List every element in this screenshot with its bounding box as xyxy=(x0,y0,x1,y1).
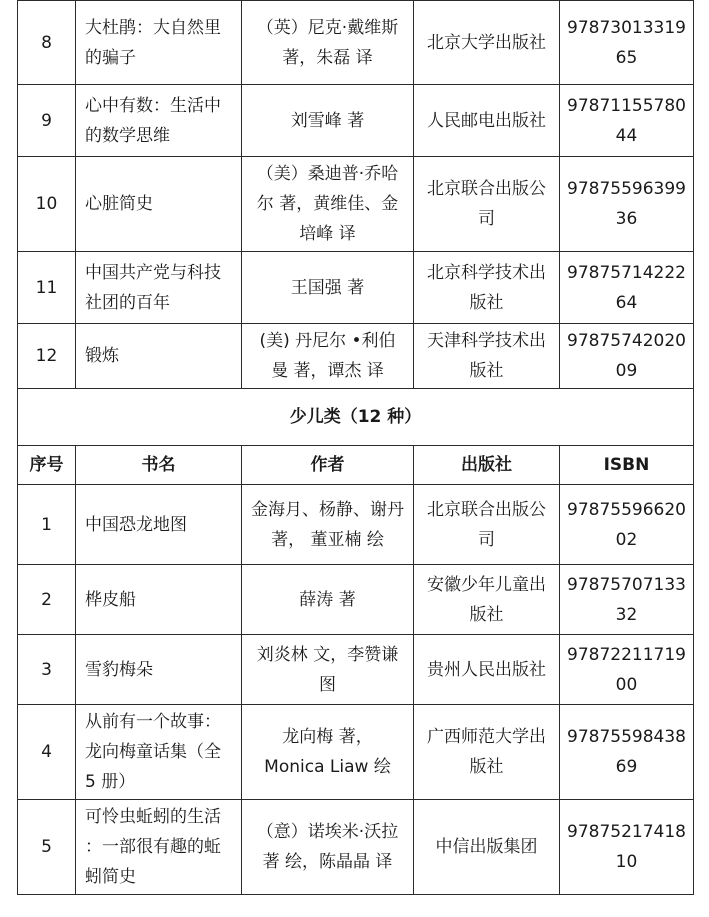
cell-title-line: 锻炼 xyxy=(85,346,119,366)
cell-title-line: 心脏简史 xyxy=(85,194,153,214)
cell-author xyxy=(242,252,414,324)
cell-publisher-line: 中信出版集团 xyxy=(435,837,538,857)
cell-publisher xyxy=(414,1,560,85)
cell-author-line: Monica Liaw 绘 xyxy=(264,757,391,777)
cell-isbn-line: 97873013319 xyxy=(567,17,686,38)
cell-title-line: 中国恐龙地图 xyxy=(85,514,187,535)
book-list-table-container xyxy=(17,0,693,895)
header-author: 作者 xyxy=(242,446,414,485)
cell-title xyxy=(76,635,242,705)
header-title: 书名 xyxy=(76,446,242,485)
cell-isbn xyxy=(560,485,694,565)
cell-title xyxy=(76,485,242,565)
cell-publisher xyxy=(414,157,560,252)
table-row xyxy=(18,85,694,157)
cell-isbn xyxy=(560,800,694,895)
cell-isbn-line: 64 xyxy=(615,292,638,313)
cell-publisher xyxy=(414,252,560,324)
cell-author xyxy=(242,485,414,565)
cell-author xyxy=(242,1,414,85)
cell-title-line: 的数学思维 xyxy=(85,125,170,146)
cell-publisher-line: 广西师范大学出 xyxy=(427,727,546,747)
cell-author-line: (美) 丹尼尔 •利伯 xyxy=(259,331,396,351)
cell-author-line: 曼 著，谭杰 译 xyxy=(271,361,384,381)
table-row xyxy=(18,800,694,895)
cell-title xyxy=(76,252,242,324)
cell-no: 10 xyxy=(18,157,76,252)
cell-author-line: 尔 著，黄维佳、金 xyxy=(256,194,399,214)
cell-publisher xyxy=(414,635,560,705)
cell-author-line: 培峰 译 xyxy=(299,224,356,244)
cell-author-line: （美）桑迪普·乔哈 xyxy=(256,164,399,184)
cell-publisher xyxy=(414,705,560,800)
cell-publisher xyxy=(414,800,560,895)
table-row xyxy=(18,635,694,705)
cell-isbn-line: 32 xyxy=(615,604,638,625)
cell-no: 1 xyxy=(18,485,76,565)
cell-no: 2 xyxy=(18,565,76,635)
cell-author-line: 著， 董亚楠 绘 xyxy=(271,529,384,550)
cell-publisher-line: 版社 xyxy=(469,361,504,381)
table-row xyxy=(18,1,694,85)
top-rows xyxy=(18,1,694,389)
cell-isbn-line: 36 xyxy=(615,209,638,229)
cell-no: 5 xyxy=(18,800,76,895)
cell-isbn xyxy=(560,85,694,157)
cell-no: 4 xyxy=(18,705,76,800)
cell-title xyxy=(76,565,242,635)
cell-author xyxy=(242,157,414,252)
header-row xyxy=(18,446,694,485)
book-list-table xyxy=(17,0,694,895)
header-publisher: 出版社 xyxy=(414,446,560,485)
cell-publisher xyxy=(414,565,560,635)
table-row xyxy=(18,485,694,565)
cell-title-line: 龙向梅童话集（全 xyxy=(85,742,221,762)
cell-isbn-line: 02 xyxy=(615,529,638,550)
cell-title-line: 心中有数：生活中 xyxy=(85,95,221,116)
cell-author-line: 王国强 著 xyxy=(290,277,365,298)
cell-no: 12 xyxy=(18,324,76,389)
cell-author-line: 著，朱磊 译 xyxy=(282,47,373,68)
cell-isbn-line: 97875217418 xyxy=(567,822,686,842)
cell-publisher-line: 版社 xyxy=(469,757,504,777)
cell-title xyxy=(76,85,242,157)
cell-publisher-line: 版社 xyxy=(469,604,504,625)
cell-publisher-line: 北京大学出版社 xyxy=(427,32,546,53)
cell-publisher-line: 版社 xyxy=(469,292,504,313)
cell-isbn-line: 97875714222 xyxy=(567,262,686,283)
cell-title-line: 大杜鹃：大自然里 xyxy=(85,17,221,38)
cell-author xyxy=(242,324,414,389)
cell-title-line: 中国共产党与科技 xyxy=(85,262,221,283)
cell-publisher-line: 安徽少年儿童出 xyxy=(427,574,546,595)
cell-isbn-line: 09 xyxy=(615,361,638,381)
cell-title-line: 桦皮船 xyxy=(85,589,136,610)
table-row xyxy=(18,252,694,324)
cell-publisher-line: 北京联合出版公 xyxy=(427,179,546,199)
cell-title-line: ：一部很有趣的蚯 xyxy=(85,837,221,857)
cell-publisher-line: 司 xyxy=(478,209,495,229)
table-row xyxy=(18,324,694,389)
cell-publisher-line: 司 xyxy=(478,529,495,550)
cell-publisher-line: 贵州人民出版社 xyxy=(427,659,546,680)
section-title: 少儿类（12 种） xyxy=(18,389,694,446)
header-isbn: ISBN xyxy=(560,446,694,485)
cell-publisher xyxy=(414,324,560,389)
section-row xyxy=(18,389,694,446)
cell-title-line: 从前有一个故事： xyxy=(85,712,221,732)
cell-author-line: 龙向梅 著， xyxy=(282,727,373,747)
cell-author-line: 著 绘，陈晶晶 译 xyxy=(262,852,393,872)
cell-isbn-line: 97875596399 xyxy=(567,179,686,199)
table-row xyxy=(18,705,694,800)
cell-isbn xyxy=(560,1,694,85)
cell-isbn-line: 00 xyxy=(615,674,638,695)
cell-title-line: 雪豹梅朵 xyxy=(85,659,153,680)
cell-publisher-line: 人民邮电出版社 xyxy=(427,110,546,131)
cell-isbn xyxy=(560,157,694,252)
cell-author-line: 刘炎林 文，李赞谦 xyxy=(256,644,399,665)
cell-title xyxy=(76,800,242,895)
cell-no: 9 xyxy=(18,85,76,157)
cell-isbn-line: 97872211719 xyxy=(567,644,686,665)
cell-title-line: 可怜虫蚯蚓的生活 xyxy=(85,807,221,827)
cell-isbn-line: 97871155780 xyxy=(567,95,686,116)
cell-author xyxy=(242,85,414,157)
cell-title xyxy=(76,157,242,252)
cell-isbn xyxy=(560,252,694,324)
cell-isbn xyxy=(560,705,694,800)
cell-title-line: 5 册） xyxy=(85,772,136,792)
header-no: 序号 xyxy=(18,446,76,485)
cell-title-line: 蚓简史 xyxy=(85,867,136,887)
cell-author-line: 金海月、杨静、谢丹 xyxy=(251,499,404,520)
cell-publisher xyxy=(414,485,560,565)
cell-author xyxy=(242,705,414,800)
cell-no: 8 xyxy=(18,1,76,85)
cell-isbn-line: 69 xyxy=(615,757,638,777)
table-row xyxy=(18,565,694,635)
cell-title-line: 的骗子 xyxy=(85,47,136,68)
cell-no: 11 xyxy=(18,252,76,324)
kids-rows xyxy=(18,485,694,895)
cell-isbn-line: 97875596620 xyxy=(567,499,686,520)
cell-isbn xyxy=(560,635,694,705)
cell-title xyxy=(76,705,242,800)
cell-publisher-line: 天津科学技术出 xyxy=(427,331,546,351)
cell-publisher xyxy=(414,85,560,157)
cell-author xyxy=(242,565,414,635)
cell-author xyxy=(242,800,414,895)
cell-isbn-line: 44 xyxy=(615,125,638,146)
cell-isbn xyxy=(560,324,694,389)
cell-isbn-line: 97875742020 xyxy=(567,331,686,351)
cell-no: 3 xyxy=(18,635,76,705)
cell-isbn-line: 10 xyxy=(615,852,638,872)
table-row xyxy=(18,157,694,252)
cell-author-line: 图 xyxy=(319,674,336,695)
cell-author-line: （意）诺埃米·沃拉 xyxy=(256,822,399,842)
cell-publisher-line: 北京科学技术出 xyxy=(427,262,546,283)
cell-publisher-line: 北京联合出版公 xyxy=(427,499,546,520)
cell-isbn-line: 97875598438 xyxy=(567,727,686,747)
cell-title xyxy=(76,324,242,389)
cell-title xyxy=(76,1,242,85)
cell-isbn-line: 65 xyxy=(615,47,638,68)
cell-isbn xyxy=(560,565,694,635)
cell-author-line: （英）尼克·戴维斯 xyxy=(256,17,399,38)
cell-author-line: 薛涛 著 xyxy=(299,589,356,610)
cell-title-line: 社团的百年 xyxy=(85,292,170,313)
cell-isbn-line: 97875707133 xyxy=(567,574,686,595)
cell-author xyxy=(242,635,414,705)
cell-author-line: 刘雪峰 著 xyxy=(290,110,365,131)
